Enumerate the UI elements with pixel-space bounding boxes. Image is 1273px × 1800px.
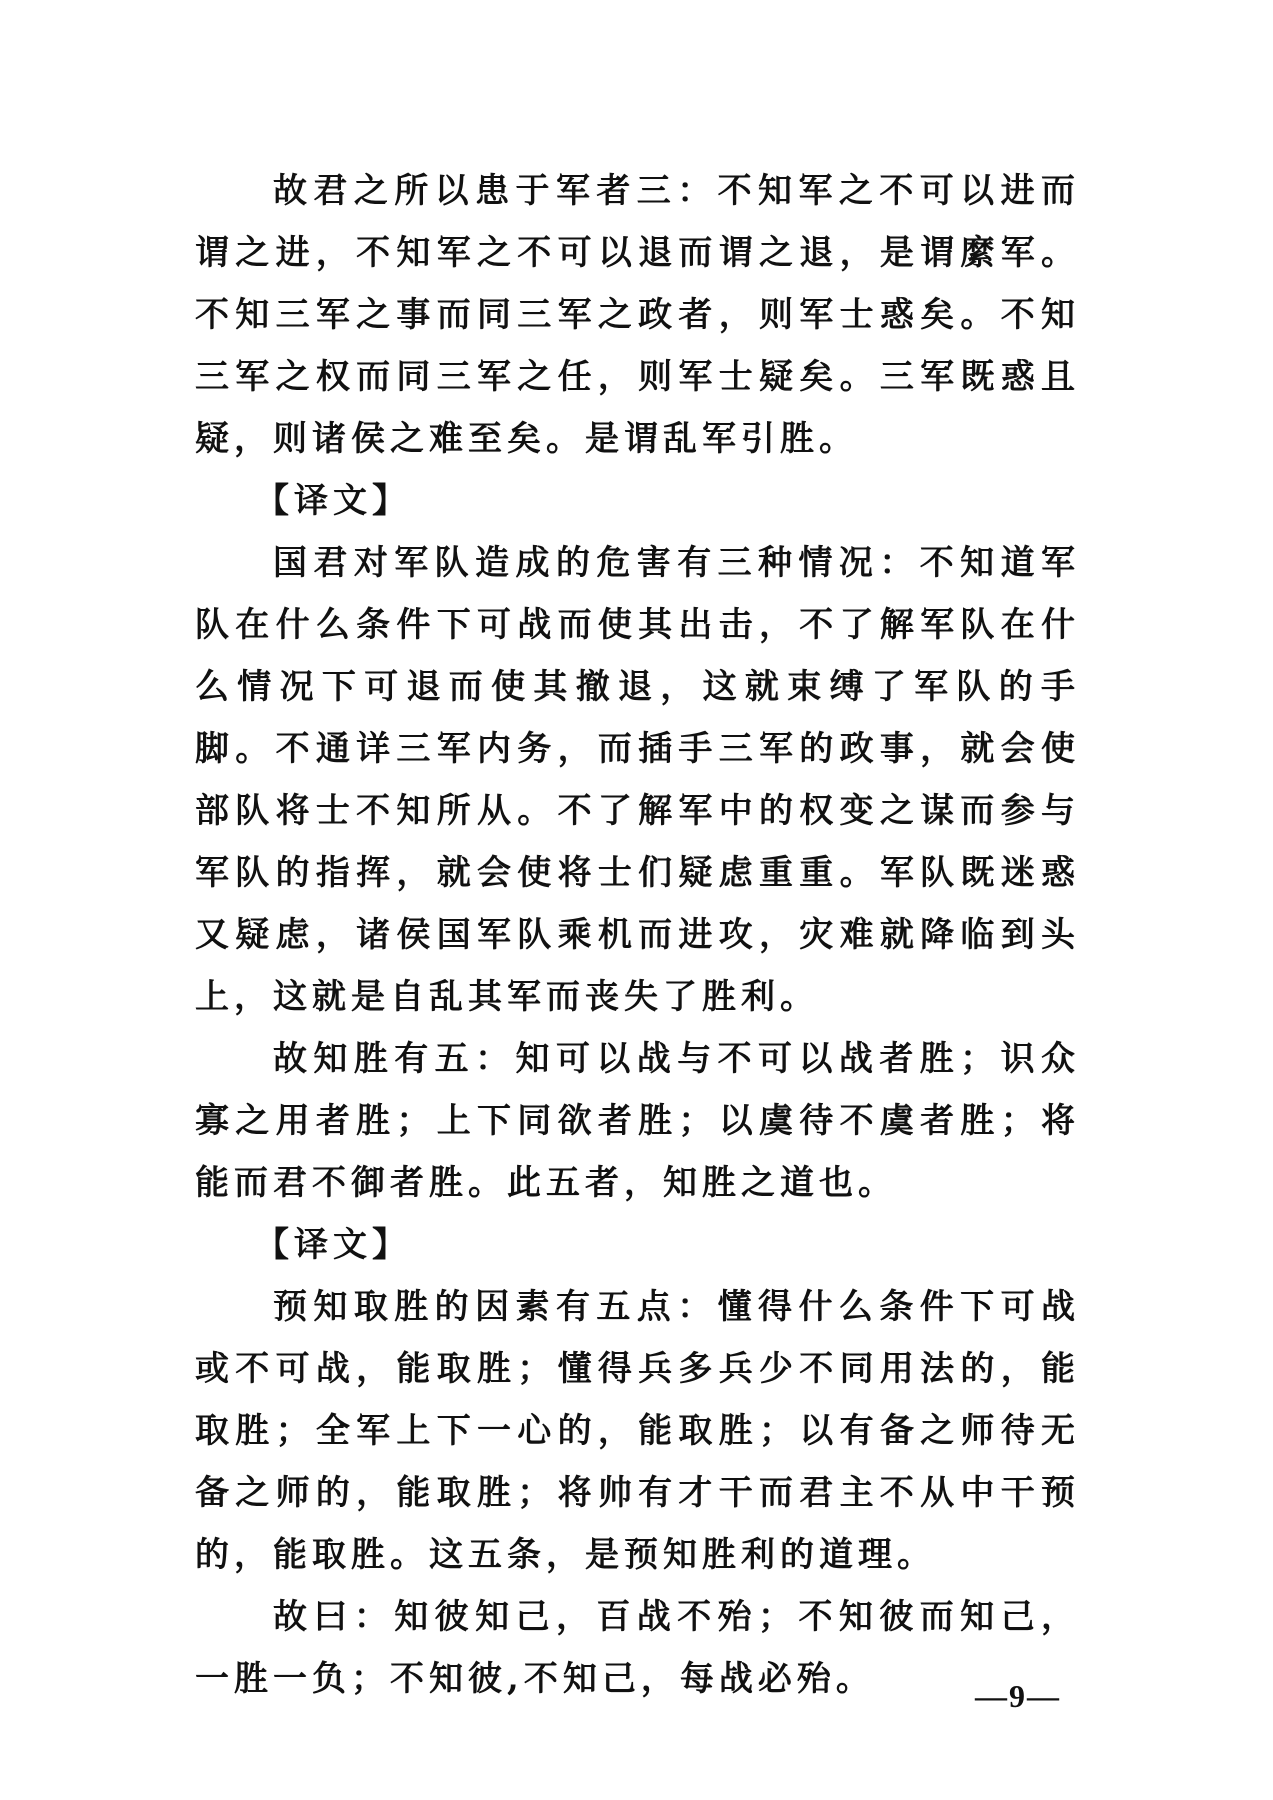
paragraph-translation-1: 国君对军队造成的危害有三种情况：不知道军队在什么条件下可战而使其出击，不了解军队在什么情况下可退而使其撤退，这就束缚了军队的手脚。不通详三军内务，而插手三军的政事，就会使部队将士不知所从。不了解军中的权变之谋而参与军队的指挥，就会使将士们疑虑重重。军队既迷惑又疑虑，诸侯国军队乘机而进攻，灾难就降临到头上，这就是自乱其军而丧失了胜利。 <box>195 543 1080 1017</box>
page-body <box>195 160 1080 1710</box>
page-number: —9— <box>975 1678 1061 1714</box>
translation-heading-2: 【译文】 <box>255 1225 411 1265</box>
paragraph-original-text-3: 故曰：知彼知己，百战不殆；不知彼而知己，一胜一负；不知彼,不知己，每战必殆。 <box>195 1597 1080 1699</box>
paragraph-translation-2: 预知取胜的因素有五点：懂得什么条件下可战或不可战，能取胜；懂得兵多兵少不同用法的，能取胜；全军上下一心的，能取胜；以有备之师待无备之师的，能取胜；将帅有才干而君主不从中干预的，能取胜。这五条，是预知胜利的道理。 <box>195 1287 1080 1575</box>
paragraph-original-text-1: 故君之所以患于军者三：不知军之不可以进而谓之进，不知军之不可以退而谓之退，是谓縻军。不知三军之事而同三军之政者，则军士惑矣。不知三军之权而同三军之任，则军士疑矣。三军既惑且疑，则诸侯之难至矣。是谓乱军引胜。 <box>195 171 1080 459</box>
translation-heading-1: 【译文】 <box>255 481 411 521</box>
paragraph-original-text-2: 故知胜有五：知可以战与不可以战者胜；识众寡之用者胜；上下同欲者胜；以虞待不虞者胜；将能而君不御者胜。此五者，知胜之道也。 <box>195 1039 1080 1203</box>
